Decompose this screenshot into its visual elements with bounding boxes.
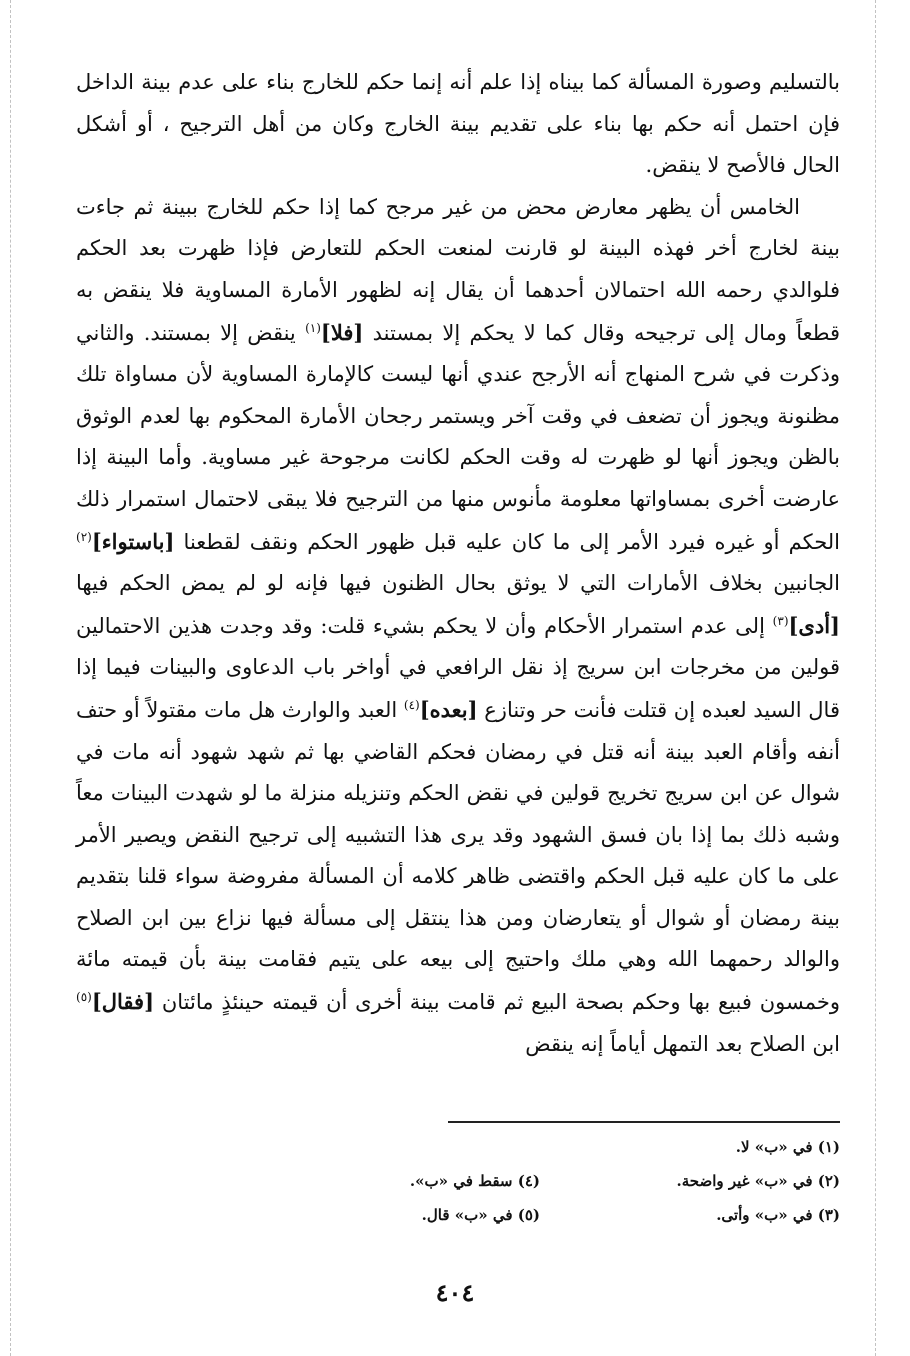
paragraph-2-text: إلى عدم استمرار الأحكام وأن لا يحكم بشيء قلت: وقد وجدت هذين الاحتمالين قولين من مخرجات ابن سريج إذ نقل الرافعي في أواخر باب الدعاوى والبينات فيما إذا قال السيد لعبده إن قتلت فأنت حر وتنازع — [76, 613, 840, 722]
main-text — [76, 62, 840, 1065]
footnote-ref-3[interactable]: (٣) — [772, 613, 789, 628]
footnotes-column-right — [600, 1130, 840, 1232]
scan-edge-left — [10, 0, 11, 1356]
footnote-5: (٥) في «ب» قال. — [421, 1206, 540, 1224]
bracket-insert-4: [بعده] — [419, 696, 478, 722]
paragraph-2-text: العبد والوارث هل مات مقتولاً أو حتف أنفه وأقام العبد بينة أنه قتل في رمضان فحكم القاضي بها ثم شهد شهود أنه مات في شوال عن ابن سريج تخريج قولين في نقض الحكم وتنزيله منزلة ما لو شهدت البينات معاً وشبه ذلك بما إذا بان فسق الشهود وقد يرى هذا التشبيه إلى ترجيح النقض ويصير الأمر على ما كان عليه قبل الحكم واقتضى ظاهر كلامه أن المسألة مفروضة سواء قلنا بتقديم بينة رمضان أو شوال أو يتعارضان ومن هذا ينتقل إلى مسألة فيها نزاع بين ابن الصلاح والوالد رحمهما الله وهي ملك واحتيج إلى بيعه على يتيم فقامت بينة بأن قيمته مائة وخمسون فبيع بها وحكم بصحة البيع ثم قامت بينة أخرى أن قيمته حينئذٍ مائتان — [76, 697, 840, 1015]
footnote-ref-2[interactable]: (٢) — [76, 529, 92, 544]
paragraph-2-text: الجانبين بخلاف الأمارات التي لا يوثق بحال الظنون فيها فإنه لو لم يمض الحكم فيها — [76, 571, 840, 596]
footnote-3: (٣) في «ب» وأتى. — [716, 1206, 840, 1224]
scan-edge-right — [875, 0, 876, 1356]
bracket-insert-5: [فقال] — [91, 989, 155, 1015]
paragraph-2-text: الخامس أن يظهر معارض محض من غير مرجح كما إذا حكم للخارج ببينة ثم جاءت بينة لخارج أخر فهذه البينة لو قارنت لمنعت الحكم للتعارض فإذا ظهرت بعد الحكم فلوالدي رحمه الله احتمالان أحدهما أن يقال إنه لظهور الأمارة المساوية فلا ينقض به قطعاً ومال إلى ترجيحه وقال كما لا يحكم إلا بمستند — [76, 194, 840, 345]
paragraph-2-text: ابن الصلاح بعد التمهل أياماً إنه ينقض — [525, 1031, 840, 1056]
footnote-ref-4[interactable]: (٤) — [403, 697, 420, 712]
footnote-1: (١) في «ب» لا. — [735, 1138, 840, 1156]
footnote-ref-1[interactable]: (١) — [305, 320, 321, 335]
footnote-divider — [448, 1121, 840, 1123]
footnotes-column-left — [310, 1164, 540, 1232]
bracket-insert-3: [أدى] — [788, 612, 840, 638]
page-number: ٤٠٤ — [435, 1278, 475, 1307]
footnote-2: (٢) في «ب» غير واضحة. — [676, 1172, 840, 1190]
bracket-insert-1: [فلا] — [320, 319, 364, 345]
footnote-ref-5[interactable]: (٥) — [76, 990, 92, 1005]
footnotes — [300, 1130, 840, 1240]
paragraph-2-text: ينقض إلا بمستند. والثاني وذكرت في شرح المنهاج أنه الأرجح عندي أنها ليست كالإمارة المساوية لأن مساواة تلك مظنونة ويجوز أن تضعف في وقت آخر ويستمر رجحان الأمارة المحكوم بها لعدم الوثوق بالظن ويجوز أنها لو ظهرت له وقت الحكم لكانت مرجوحة غير مساوية. وأما البينة إذا عارضت أخرى بمساواتها معلومة مأنوس منها من الترجيح فلا يبقى لاحتمال استمرار ذلك الحكم أو غيره فيرد الأمر إلى ما كان عليه قبل ظهور الحكم ونقف لقطعنا — [76, 320, 840, 554]
footnote-4: (٤) سقط في «ب». — [409, 1172, 540, 1190]
bracket-insert-2: [باستواء] — [91, 528, 175, 554]
paragraph-2 — [76, 187, 840, 1065]
paragraph-1: بالتسليم وصورة المسألة كما بيناه إذا علم أنه إنما حكم للخارج بناء على عدم بينة الداخل فإن احتمل أنه حكم بها بناء على تقديم بينة الخارج وكان من أهل الترجيح ، أو أشكل الحال فالأصح لا ينقض. — [76, 70, 840, 178]
